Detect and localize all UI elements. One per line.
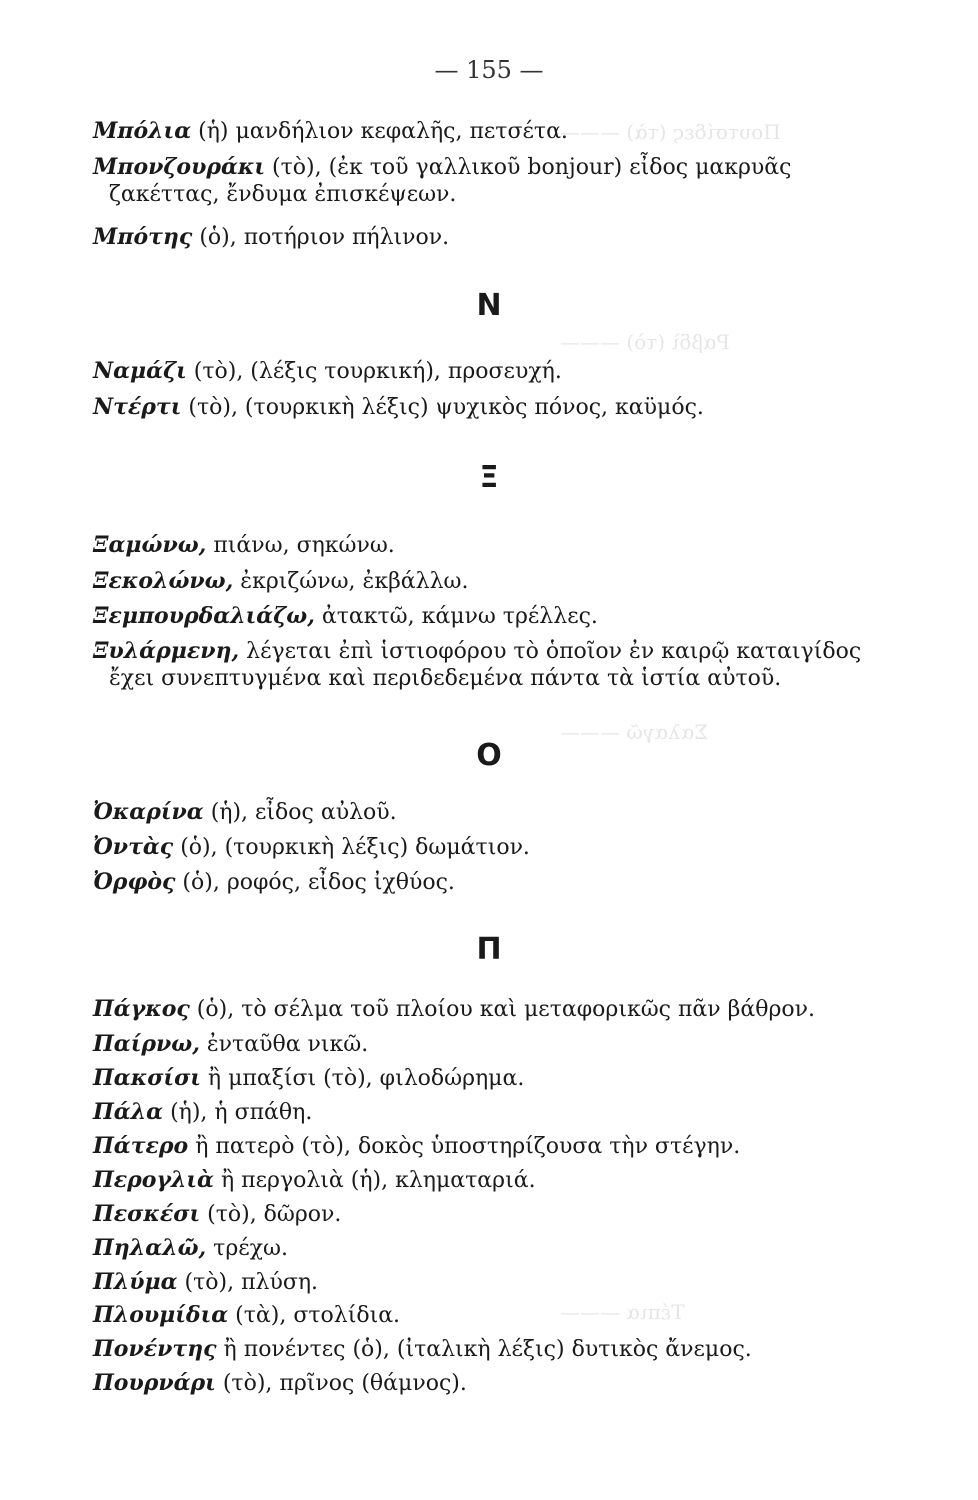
dictionary-entry: Ντέρτι (τὸ), (τουρκικὴ λέξις) ψυχικὸς πόνος, καϋμός.	[93, 394, 704, 420]
dictionary-entry: Πηλαλῶ, τρέχω.	[93, 1235, 288, 1261]
dictionary-entry: Ὀρφὸς (ὁ), ροφός, εἶδος ἰχθύος.	[93, 869, 455, 895]
section-letter: Ν	[476, 288, 502, 323]
dictionary-entry: Πακσίσι ἢ μπαξίσι (τὸ), φιλοδώρημα.	[93, 1065, 525, 1091]
dictionary-entry: Περογλιὰ ἢ περγολιὰ (ἡ), κληματαριά.	[93, 1167, 536, 1193]
section-letter: Π	[476, 932, 502, 967]
show-through-texture: Πουτσίδες (τὰ) ———	[560, 120, 781, 144]
dictionary-entry: Πουρνάρι (τὸ), πρῖνος (θάμνος).	[93, 1370, 467, 1396]
show-through-texture: Ραβδὶ (τὸ) ———	[560, 330, 730, 354]
dictionary-entry: Ξαμώνω, πιάνω, σηκώνω.	[93, 532, 395, 558]
dictionary-entry: Παίρνω, ἐνταῦθα νικῶ.	[93, 1031, 369, 1057]
dictionary-entry: Ξεκολώνω, ἐκριζώνω, ἐκβάλλω.	[93, 568, 469, 594]
dictionary-entry: Ξεμπουρδαλιάζω, ἀτακτῶ, κάμνω τρέλλες.	[93, 603, 598, 629]
dictionary-entry: Πεσκέσι (τὸ), δῶρον.	[93, 1201, 342, 1227]
dictionary-entry: Ξυλάρμενη, λέγεται ἐπὶ ἱστιοφόρου τὸ ὁποῖον ἐν καιρῷ καταιγίδος ἔχει συνεπτυγμένα καὶ περιδεδεμένα πάντα τὰ ἱστία αὐτοῦ.	[93, 638, 862, 691]
section-letter: Ξ	[479, 460, 499, 495]
dictionary-entry: Μπότης (ὁ), ποτήριον πήλινον.	[93, 224, 450, 250]
dictionary-entry: Πάτερο ἢ πατερὸ (τὸ), δοκὸς ὑποστηρίζουσα τὴν στέγην.	[93, 1133, 741, 1159]
dictionary-entry: Πλουμίδια (τὰ), στολίδια.	[93, 1302, 401, 1328]
dictionary-entry: Πονέντης ἢ πονέντες (ὁ), (ἰταλικὴ λέξις) δυτικὸς ἄνεμος.	[93, 1336, 752, 1362]
show-through-texture: Σαλαγῶ ———	[560, 720, 709, 744]
dictionary-entry: Πάγκος (ὁ), τὸ σέλμα τοῦ πλοίου καὶ μεταφορικῶς πᾶν βάθρον.	[93, 996, 815, 1022]
show-through-texture: Τέπια ———	[560, 1300, 685, 1324]
dictionary-entry: Μπόλια (ἡ) μανδήλιον κεφαλῆς, πετσέτα.	[93, 118, 568, 144]
dictionary-entry: Πάλα (ἡ), ἡ σπάθη.	[93, 1099, 313, 1125]
page-number: — 155 —	[434, 56, 544, 84]
dictionary-entry: Πλύμα (τὸ), πλύση.	[93, 1269, 319, 1295]
dictionary-entry: Ὀντὰς (ὁ), (τουρκικὴ λέξις) δωμάτιον.	[93, 834, 530, 860]
section-letter: Ο	[476, 738, 502, 773]
dictionary-entry: Ναμάζι (τὸ), (λέξις τουρκική), προσευχή.	[93, 358, 562, 384]
dictionary-entry: Μπονζουράκι (τὸ), (ἐκ τοῦ γαλλικοῦ bonjour) εἶδος μακρυᾶς ζακέττας, ἔνδυμα ἐπισκέψεων.	[93, 154, 792, 207]
dictionary-entry: Ὀκαρίνα (ἡ), εἶδος αὐλοῦ.	[93, 799, 397, 825]
